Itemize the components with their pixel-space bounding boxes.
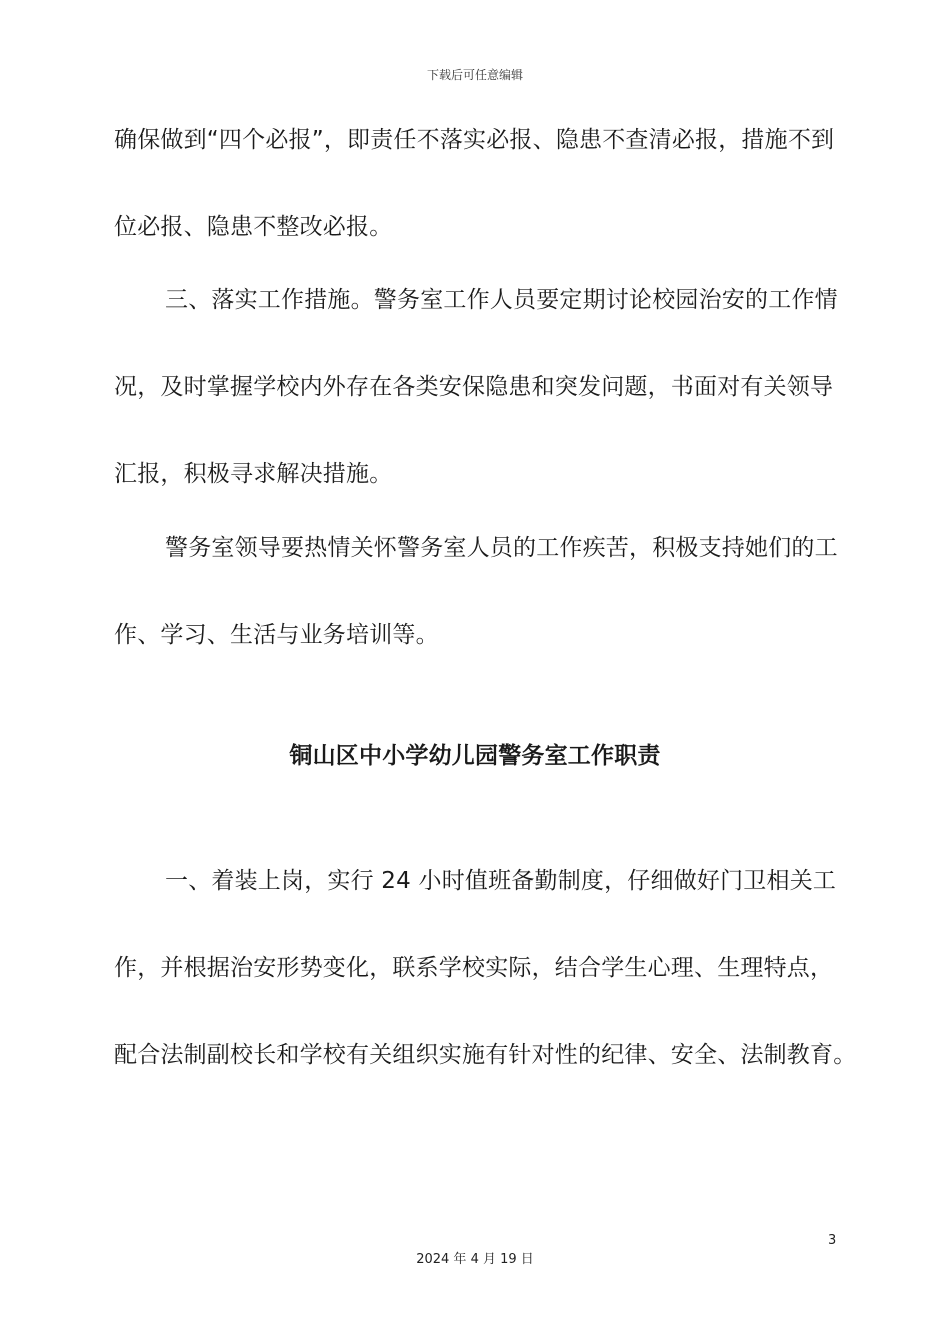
paragraph-line: 确保做到“四个必报”，即责任不落实必报、隐患不查清必报，措施不到 — [114, 127, 835, 153]
paragraph-line: 作、学习、生活与业务培训等。 — [114, 622, 439, 648]
paragraph-line: 汇报，积极寻求解决措施。 — [114, 461, 393, 487]
paragraph-line: 作，并根据治安形势变化，联系学校实际，结合学生心理、生理特点， — [114, 955, 834, 981]
paragraph-line: 三、落实工作措施。警务室工作人员要定期讨论校园治安的工作情 — [165, 287, 838, 313]
page-number: 3 — [828, 1233, 837, 1248]
header-note: 下载后可任意编辑 — [426, 68, 523, 82]
paragraph-line: 警务室领导要热情关怀警务室人员的工作疾苦，积极支持她们的工 — [165, 535, 838, 561]
paragraph-line: 配合法制副校长和学校有关组织实施有针对性的纪律、安全、法制教育。 — [114, 1042, 857, 1068]
footer-date: 2024 年 4 月 19 日 — [416, 1252, 534, 1267]
paragraph-line: 况，及时掌握学校内外存在各类安保隐患和突发问题，书面对有关领导 — [114, 374, 834, 400]
section-heading: 铜山区中小学幼儿园警务室工作职责 — [289, 743, 661, 769]
paragraph-line: 一、着装上岗，实行 24 小时值班备勤制度，仔细做好门卫相关工 — [165, 868, 837, 894]
paragraph-line: 位必报、隐患不整改必报。 — [114, 214, 393, 240]
